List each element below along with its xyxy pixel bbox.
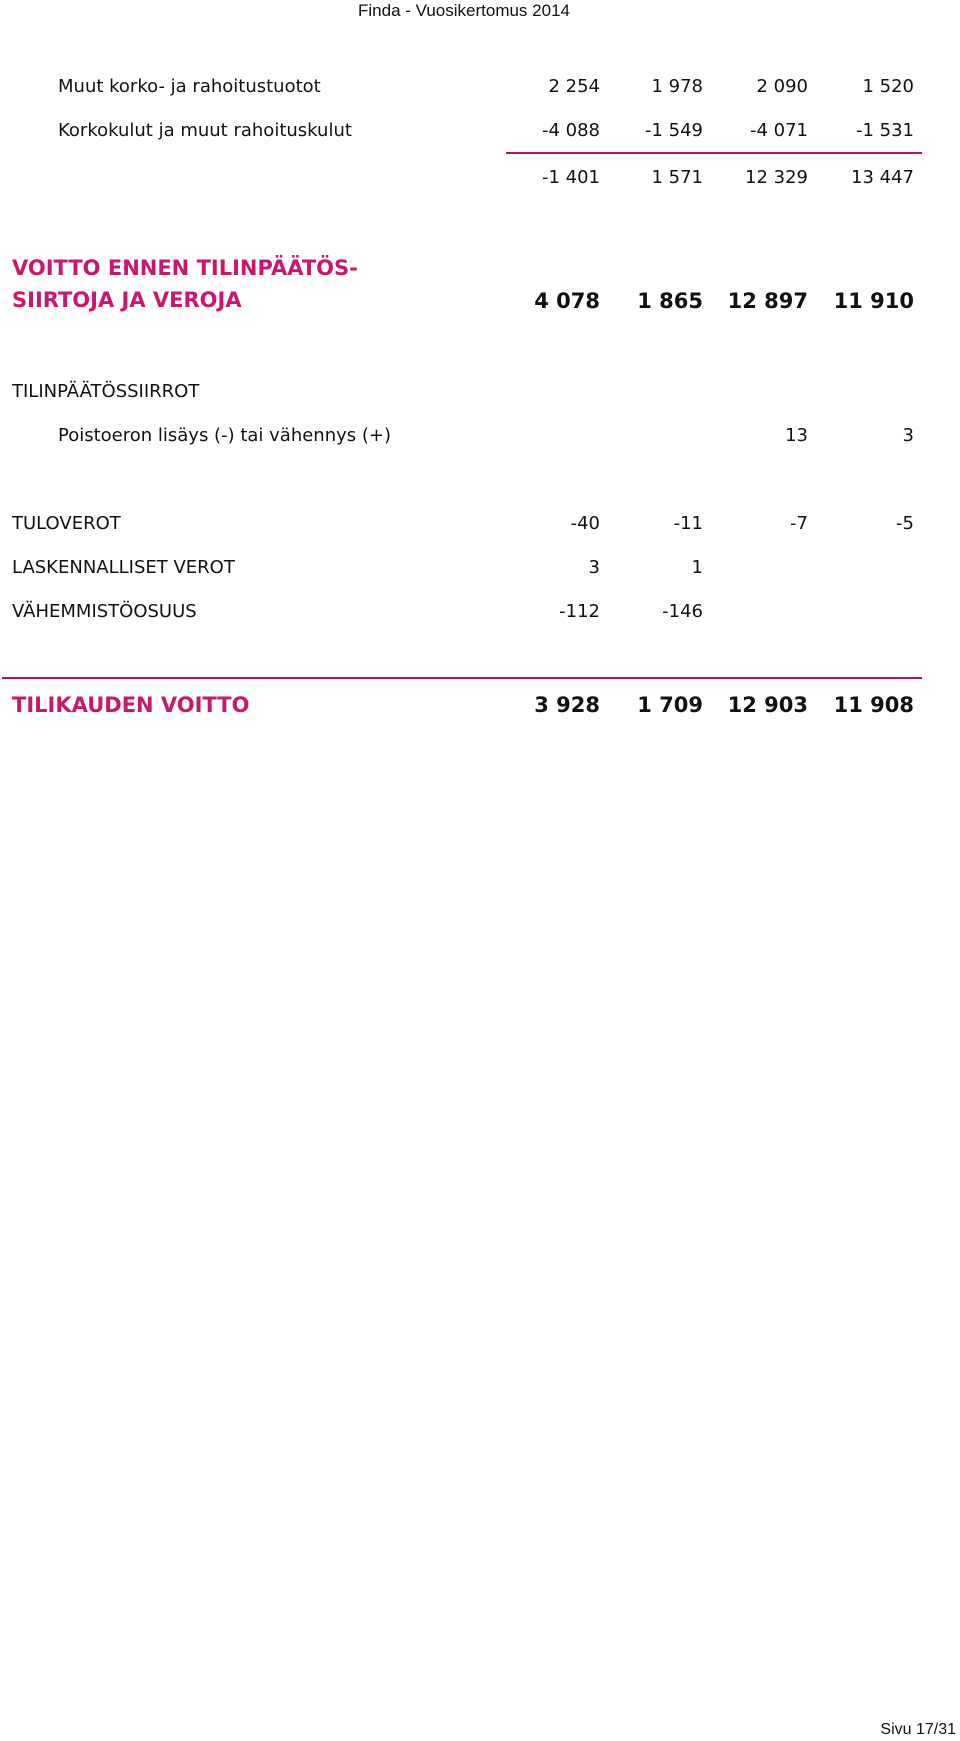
pretax-label-line2: SIIRTOJA JA VEROJA <box>12 288 242 312</box>
pretax-row <box>0 288 960 314</box>
table-row <box>0 424 960 448</box>
value-cell: 12 903 <box>727 693 808 717</box>
table-row <box>0 556 960 580</box>
row-label: TULOVEROT <box>12 513 121 534</box>
row-label: LASKENNALLISET VEROT <box>12 557 235 578</box>
value-cell: 12 897 <box>727 289 808 313</box>
table-row <box>0 600 960 624</box>
value-cell: 1 978 <box>651 76 703 97</box>
table-row <box>0 512 960 536</box>
value-cell: -1 531 <box>855 120 914 141</box>
value-cell: 1 520 <box>862 76 914 97</box>
profit-label: TILIKAUDEN VOITTO <box>12 693 250 717</box>
row-label: Muut korko- ja rahoitustuotot <box>58 76 321 97</box>
value-cell: 3 928 <box>534 693 600 717</box>
value-cell: -5 <box>896 513 914 534</box>
section-heading-row <box>0 380 960 404</box>
row-label: VÄHEMMISTÖOSUUS <box>12 601 197 622</box>
value-cell: 11 908 <box>833 693 914 717</box>
value-cell: 3 <box>902 425 914 446</box>
value-cell: 1 865 <box>637 289 703 313</box>
value-cell: 3 <box>588 557 600 578</box>
value-cell: 1 571 <box>651 167 703 188</box>
section-heading: TILINPÄÄTÖSSIIRROT <box>12 381 200 402</box>
value-cell: 11 910 <box>833 289 914 313</box>
value-cell: -40 <box>570 513 600 534</box>
value-cell: -1 549 <box>644 120 703 141</box>
table-row <box>0 166 960 190</box>
value-cell: 12 329 <box>745 167 808 188</box>
value-cell: 4 078 <box>534 289 600 313</box>
value-cell: -112 <box>559 601 600 622</box>
profit-row <box>0 691 960 719</box>
value-cell: -1 401 <box>541 167 600 188</box>
table-row <box>0 119 960 143</box>
table-row <box>0 75 960 99</box>
row-label: Poistoeron lisäys (-) tai vähennys (+) <box>58 425 391 446</box>
value-cell: 13 <box>785 425 808 446</box>
value-cell: -11 <box>673 513 703 534</box>
value-cell: 2 254 <box>548 76 600 97</box>
value-cell: 13 447 <box>851 167 914 188</box>
value-cell: -4 071 <box>749 120 808 141</box>
subtotal-rule <box>506 152 922 154</box>
pretax-label-line1: VOITTO ENNEN TILINPÄÄTÖS- <box>12 256 358 280</box>
value-cell: -4 088 <box>541 120 600 141</box>
total-rule <box>2 677 922 679</box>
page-header: Finda - Vuosikertomus 2014 <box>358 1 570 20</box>
value-cell: -146 <box>662 601 703 622</box>
value-cell: 1 709 <box>637 693 703 717</box>
value-cell: 2 090 <box>756 76 808 97</box>
page-number: Sivu 17/31 <box>880 1721 956 1738</box>
row-label: Korkokulut ja muut rahoituskulut <box>58 120 352 141</box>
value-cell: 1 <box>691 557 703 578</box>
value-cell: -7 <box>790 513 808 534</box>
